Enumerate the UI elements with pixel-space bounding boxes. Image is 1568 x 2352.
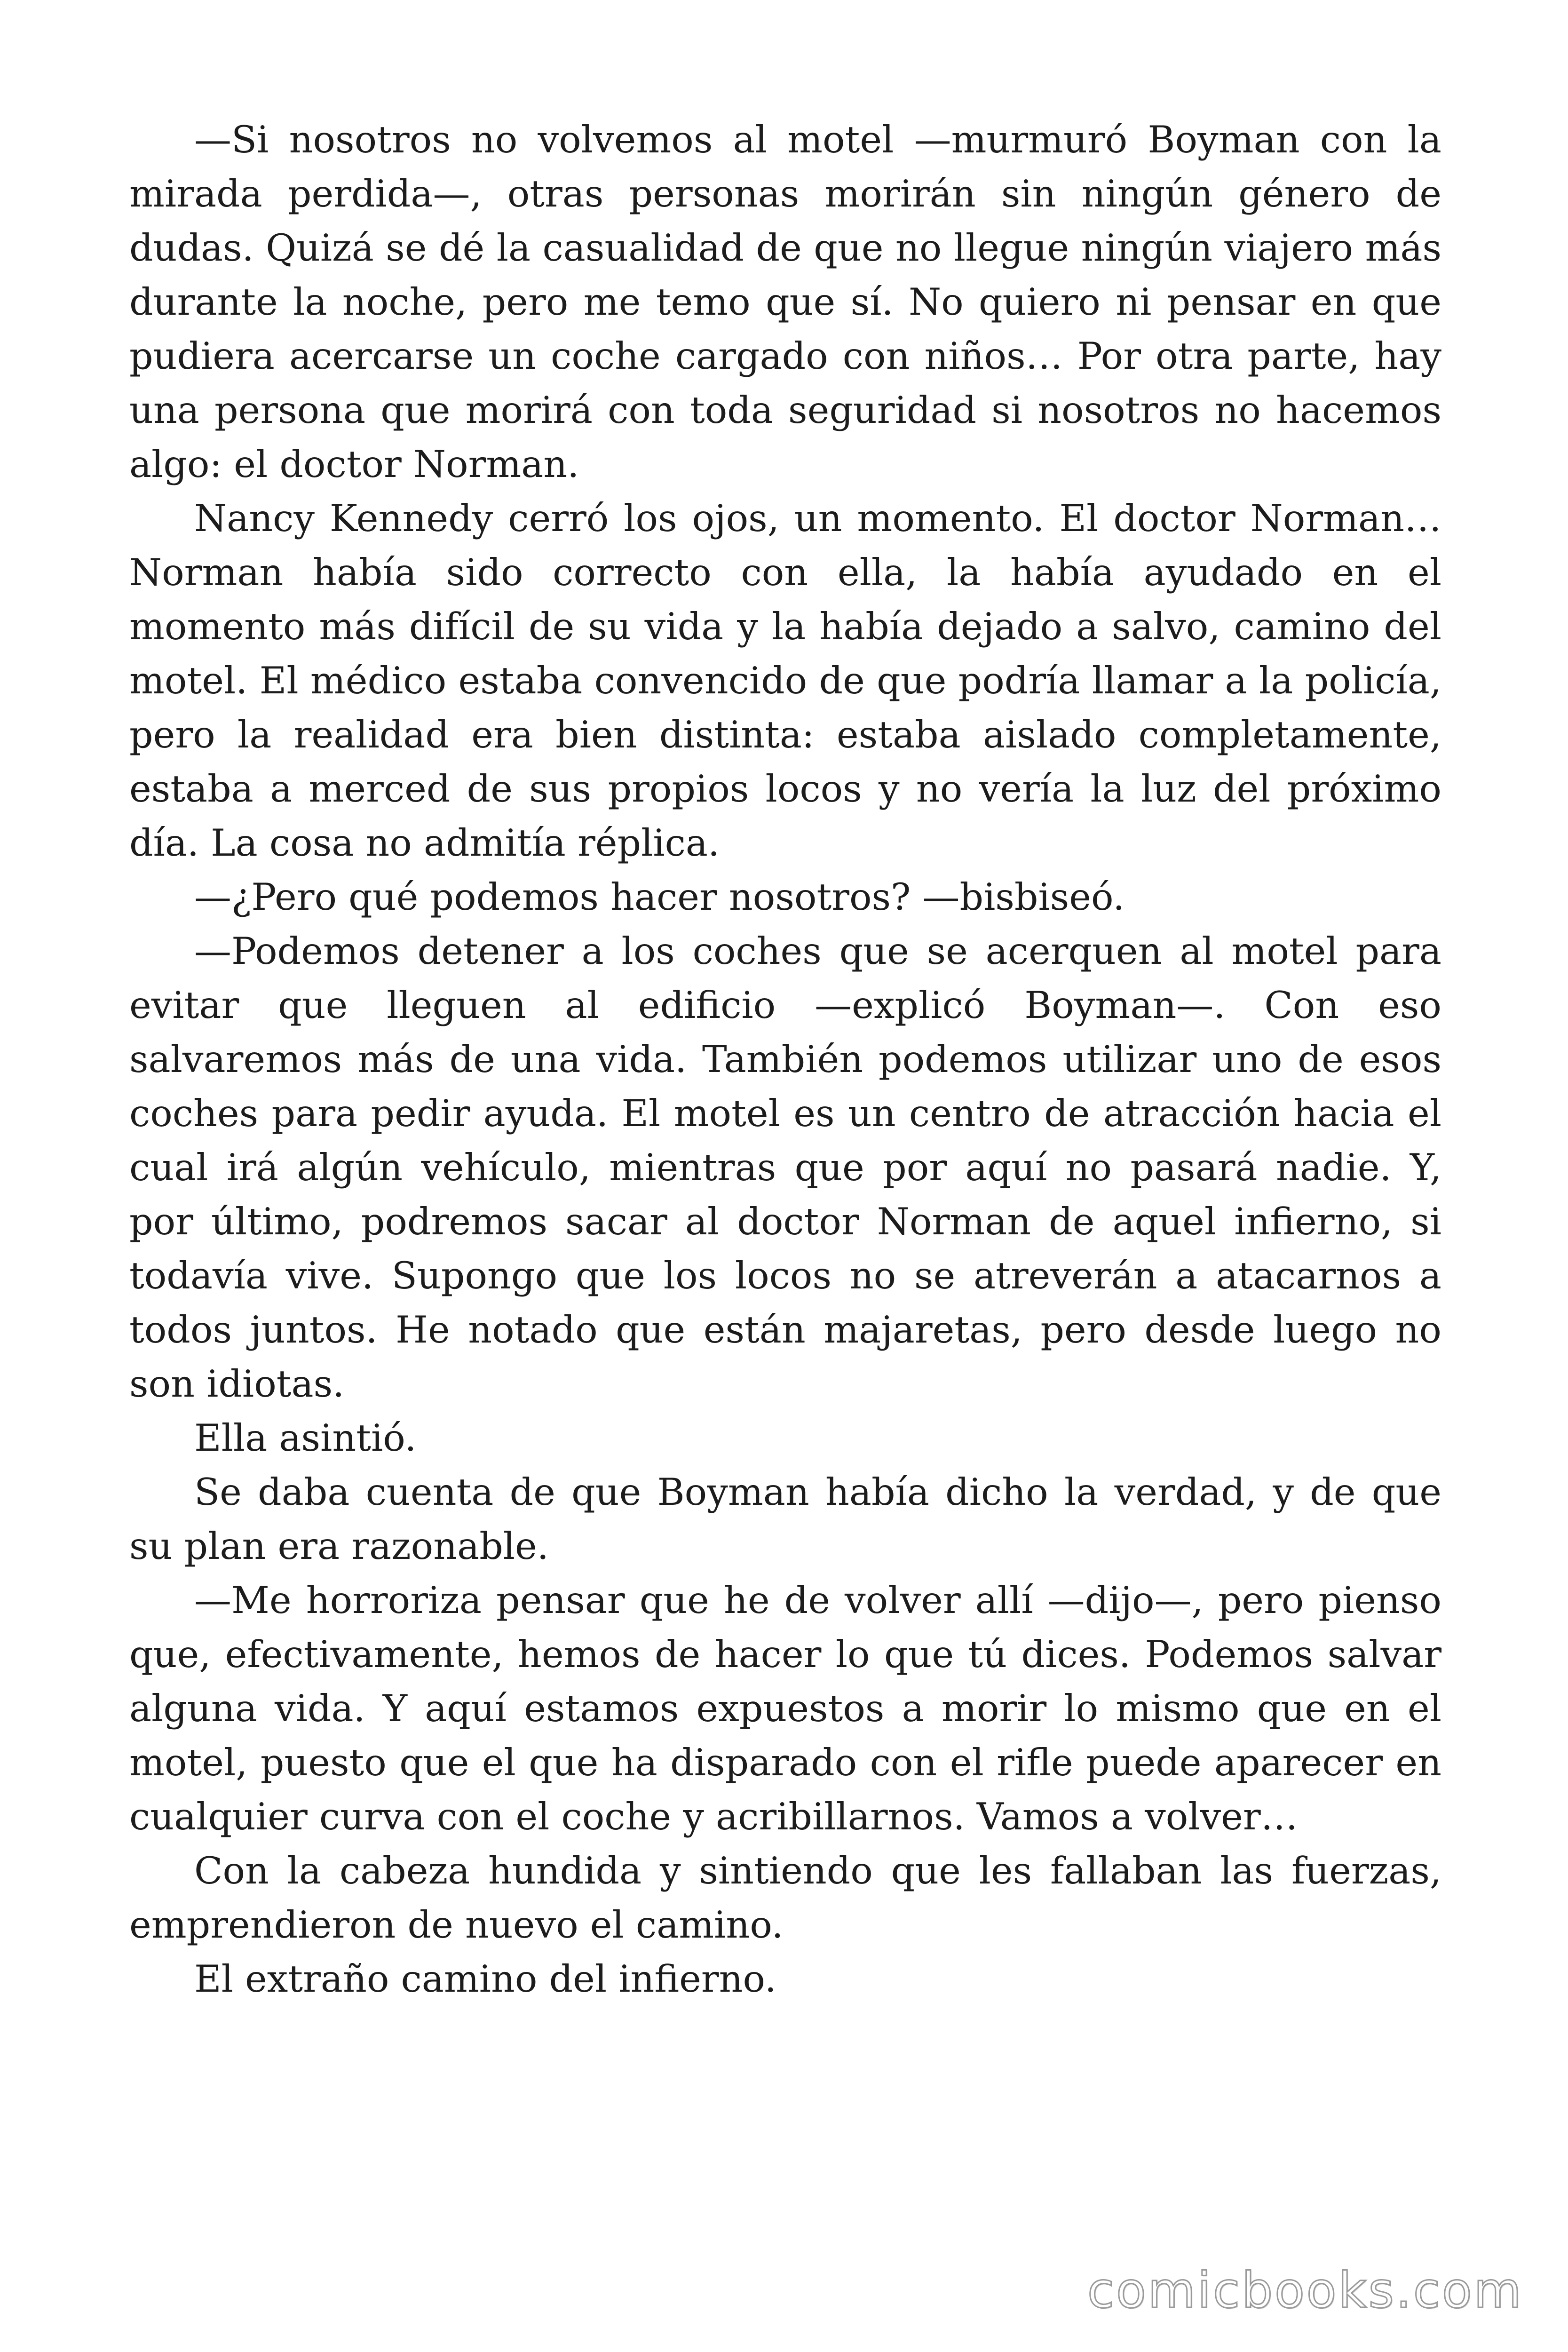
watermark: comicbooks.com xyxy=(1087,2262,1523,2319)
paragraph-9: El extraño camino del infierno. xyxy=(194,1957,776,2001)
paragraph-2: Nancy Kennedy cerró los ojos, un momento. El doctor Norman… Norman había sido correcto con ella, la había ayudado en el momento más difícil de su vida y la había dejado a salvo, camino del motel. El médico estaba convencido de que podría llamar a la policía, pero la realidad era bien distinta: estaba aislado completamente, estaba a merced de sus propios locos y no vería la luz del próximo día. La cosa no admitía réplica. xyxy=(129,497,1441,865)
body-text xyxy=(129,113,1441,2006)
paragraph-4: —Podemos detener a los coches que se acerquen al motel para evitar que lleguen al edificio —explicó Boyman—. Con eso salvaremos más de una vida. También podemos utilizar uno de esos coches para pedir ayuda. El motel es un centro de atracción hacia el cual irá algún vehículo, mientras que por aquí no pasará nadie. Y, por último, podremos sacar al doctor Norman de aquel infierno, si todavía vive. Supongo que los locos no se atreverán a atacarnos a todos juntos. He notado que están majaretas, pero desde luego no son idiotas. xyxy=(129,930,1441,1406)
paragraph-6: Se daba cuenta de que Boyman había dicho la verdad, y de que su plan era razonable. xyxy=(129,1470,1441,1568)
paragraph-8: Con la cabeza hundida y sintiendo que les fallaban las fuerzas, emprendieron de nuevo el camino. xyxy=(129,1849,1441,1947)
paragraph-1: —Si nosotros no volvemos al motel —murmuró Boyman con la mirada perdida—, otras personas morirán sin ningún género de dudas. Quizá se dé la casualidad de que no llegue ningún viajero más durante la noche, pero me temo que sí. No quiero ni pensar en que pudiera acercarse un coche cargado con niños… Por otra parte, hay una persona que morirá con toda seguridad si nosotros no hacemos algo: el doctor Norman. xyxy=(129,118,1441,486)
paragraph-5: Ella asintió. xyxy=(194,1416,417,1460)
paragraph-3: —¿Pero qué podemos hacer nosotros? —bisbiseó. xyxy=(194,875,1125,919)
paragraph-7: —Me horroriza pensar que he de volver allí —dijo—, pero pienso que, efectivamente, hemos de hacer lo que tú dices. Podemos salvar alguna vida. Y aquí estamos expuestos a morir lo mismo que en el motel, puesto que el que ha disparado con el rifle puede aparecer en cualquier curva con el coche y acribillarnos. Vamos a volver… xyxy=(129,1579,1441,1838)
